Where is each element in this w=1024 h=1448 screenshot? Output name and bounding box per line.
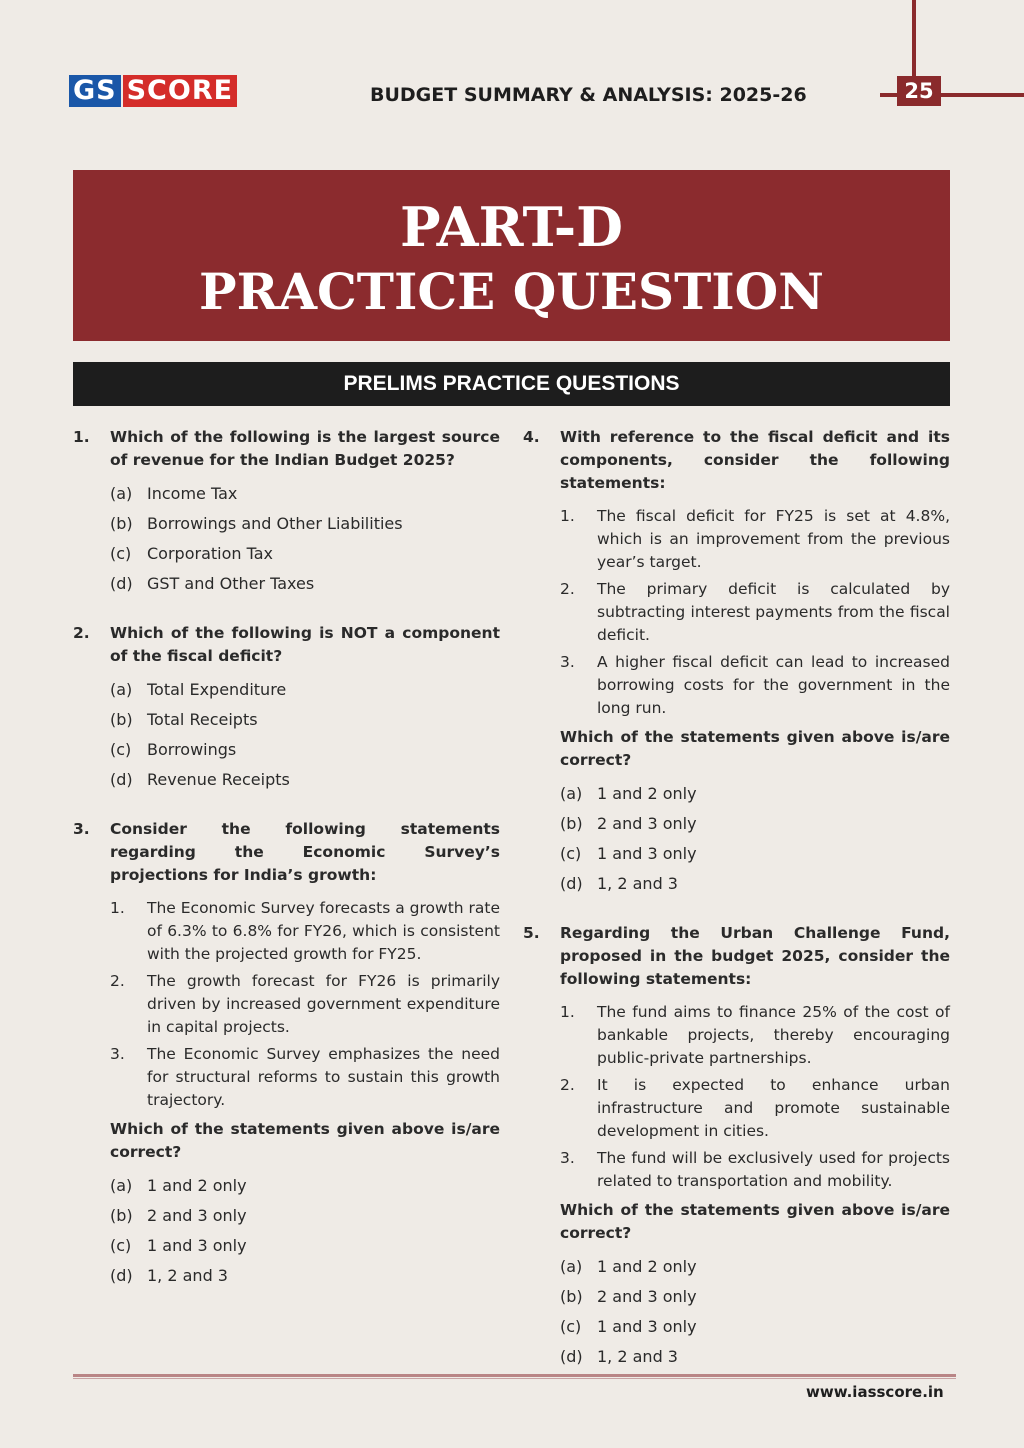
logo-gs: GS: [69, 75, 121, 107]
options-list: [560, 782, 950, 902]
option-text: Total Receipts: [147, 710, 258, 729]
statement-text: It is expected to enhance urban infrastructure and promote sustainable development in cities.: [597, 1076, 950, 1140]
statement-text: A higher fiscal deficit can lead to increased borrowing costs for the government in the long run.: [597, 653, 950, 717]
options-list: [110, 678, 500, 798]
option-text: 1 and 2 only: [597, 784, 697, 803]
option-text: Corporation Tax: [147, 544, 273, 563]
option-label: (c): [110, 1236, 132, 1255]
statement-number: 1.: [560, 507, 575, 525]
option: [560, 872, 950, 902]
option-text: 1 and 2 only: [147, 1176, 247, 1195]
option-text: GST and Other Taxes: [147, 574, 315, 593]
option-text: 1, 2 and 3: [147, 1266, 228, 1285]
question-text: Which of the following is NOT a component of the fiscal deficit?: [110, 624, 500, 665]
statement: [560, 1001, 950, 1070]
option: [560, 1285, 950, 1315]
option: [110, 768, 500, 798]
statement-text: The fund aims to finance 25% of the cost of bankable projects, thereby encouraging public-private partnerships.: [597, 1003, 950, 1067]
footer-rule-thin: [73, 1378, 956, 1379]
statement-number: 2.: [560, 580, 575, 598]
option: [560, 782, 950, 812]
statement: [110, 897, 500, 966]
option-label: (d): [110, 770, 133, 789]
option-label: (c): [560, 1317, 582, 1336]
option-text: Revenue Receipts: [147, 770, 290, 789]
statement: [560, 1074, 950, 1143]
question-number: 5.: [523, 924, 540, 942]
option: [110, 1264, 500, 1294]
option: [110, 1234, 500, 1264]
option-text: Borrowings and Other Liabilities: [147, 514, 403, 533]
option-label: (a): [110, 1176, 133, 1195]
option-text: 2 and 3 only: [597, 814, 697, 833]
question-number: 1.: [73, 428, 90, 446]
option-label: (a): [110, 484, 133, 503]
statement-text: The primary deficit is calculated by subtracting interest payments from the fiscal deficit.: [597, 580, 950, 644]
statement-text: The growth forecast for FY26 is primarily driven by increased government expenditure in capital projects.: [147, 972, 500, 1036]
options-list: [560, 1255, 950, 1375]
question-5: [523, 922, 950, 1375]
options-list: [110, 1174, 500, 1294]
option-label: (a): [560, 784, 583, 803]
option-label: (a): [560, 1257, 583, 1276]
statement-number: 2.: [110, 972, 125, 990]
statement-number: 1.: [110, 899, 125, 917]
right-column: [523, 426, 950, 1375]
option-label: (b): [110, 1206, 133, 1225]
statement: [560, 505, 950, 574]
logo-score: SCORE: [123, 75, 237, 107]
option-text: 1 and 2 only: [597, 1257, 697, 1276]
left-column: [73, 426, 500, 1294]
option-label: (c): [110, 544, 132, 563]
option: [110, 572, 500, 602]
question-number: 4.: [523, 428, 540, 446]
question-1: [73, 426, 500, 602]
option-text: Borrowings: [147, 740, 237, 759]
statement: [110, 970, 500, 1039]
option: [560, 1255, 950, 1285]
options-list: [110, 482, 500, 602]
section-title: PRELIMS PRACTICE QUESTIONS: [73, 362, 950, 406]
question-4: [523, 426, 950, 902]
option-label: (d): [110, 574, 133, 593]
page-number: 25: [897, 76, 941, 106]
option-label: (b): [110, 710, 133, 729]
statement-text: The fund will be exclusively used for projects related to transportation and mobility.: [597, 1149, 950, 1190]
option-text: Total Expenditure: [147, 680, 287, 699]
option-label: (a): [110, 680, 133, 699]
option-label: (b): [110, 514, 133, 533]
option: [560, 842, 950, 872]
statement: [110, 1043, 500, 1112]
gsscore-logo: [69, 75, 237, 107]
question-text: Consider the following statements regarding the Economic Survey’s projections for India’s growth:: [110, 820, 500, 884]
option-text: 1 and 3 only: [597, 844, 697, 863]
option-label: (c): [560, 844, 582, 863]
option: [110, 1204, 500, 1234]
option-text: 1 and 3 only: [597, 1317, 697, 1336]
statement-text: The Economic Survey forecasts a growth rate of 6.3% to 6.8% for FY26, which is consistent with the projected growth for FY25.: [147, 899, 501, 963]
option-text: 1, 2 and 3: [597, 874, 678, 893]
question-prompt: Which of the statements given above is/are correct?: [560, 728, 950, 769]
question-prompt: Which of the statements given above is/are correct?: [560, 1201, 950, 1242]
statements-list: [560, 505, 950, 720]
statement-number: 2.: [560, 1076, 575, 1094]
statement-text: The fiscal deficit for FY25 is set at 4.8%, which is an improvement from the previous year’s target.: [597, 507, 950, 571]
question-number: 2.: [73, 624, 90, 642]
option-label: (b): [560, 1287, 583, 1306]
part-banner: [73, 170, 950, 341]
option-label: (d): [110, 1266, 133, 1285]
option: [110, 738, 500, 768]
option: [110, 542, 500, 572]
question-text: Regarding the Urban Challenge Fund, proposed in the budget 2025, consider the following statements:: [560, 924, 950, 988]
option-text: 1 and 3 only: [147, 1236, 247, 1255]
footer-website-link[interactable]: www.iasscore.in: [806, 1383, 944, 1401]
question-number: 3.: [73, 820, 90, 838]
question-3: [73, 818, 500, 1294]
option-label: (d): [560, 874, 583, 893]
option-text: 2 and 3 only: [147, 1206, 247, 1225]
option: [110, 512, 500, 542]
option-label: (b): [560, 814, 583, 833]
option: [560, 812, 950, 842]
top-vertical-rule: [912, 0, 916, 84]
banner-line-2: PRACTICE QUESTION: [199, 262, 824, 321]
statement: [560, 578, 950, 647]
option: [110, 482, 500, 512]
statement-text: The Economic Survey emphasizes the need for structural reforms to sustain this growth trajectory.: [147, 1045, 500, 1109]
statement: [560, 651, 950, 720]
question-2: [73, 622, 500, 798]
question-text: Which of the following is the largest source of revenue for the Indian Budget 2025?: [110, 428, 500, 469]
option-text: 2 and 3 only: [597, 1287, 697, 1306]
option: [560, 1315, 950, 1345]
statements-list: [560, 1001, 950, 1193]
banner-line-1: PART-D: [400, 195, 623, 259]
option: [560, 1345, 950, 1375]
statement-number: 3.: [560, 1149, 575, 1167]
footer-rule: [73, 1374, 956, 1377]
question-prompt: Which of the statements given above is/are correct?: [110, 1120, 500, 1161]
option-label: (d): [560, 1347, 583, 1366]
statements-list: [110, 897, 500, 1112]
statement-number: 3.: [110, 1045, 125, 1063]
header-title: BUDGET SUMMARY & ANALYSIS: 2025-26: [370, 84, 807, 106]
option: [110, 678, 500, 708]
option-text: Income Tax: [147, 484, 238, 503]
option: [110, 708, 500, 738]
option-text: 1, 2 and 3: [597, 1347, 678, 1366]
option-label: (c): [110, 740, 132, 759]
statement: [560, 1147, 950, 1193]
statement-number: 3.: [560, 653, 575, 671]
statement-number: 1.: [560, 1003, 575, 1021]
option: [110, 1174, 500, 1204]
question-text: With reference to the fiscal deficit and its components, consider the following statements:: [560, 428, 950, 492]
